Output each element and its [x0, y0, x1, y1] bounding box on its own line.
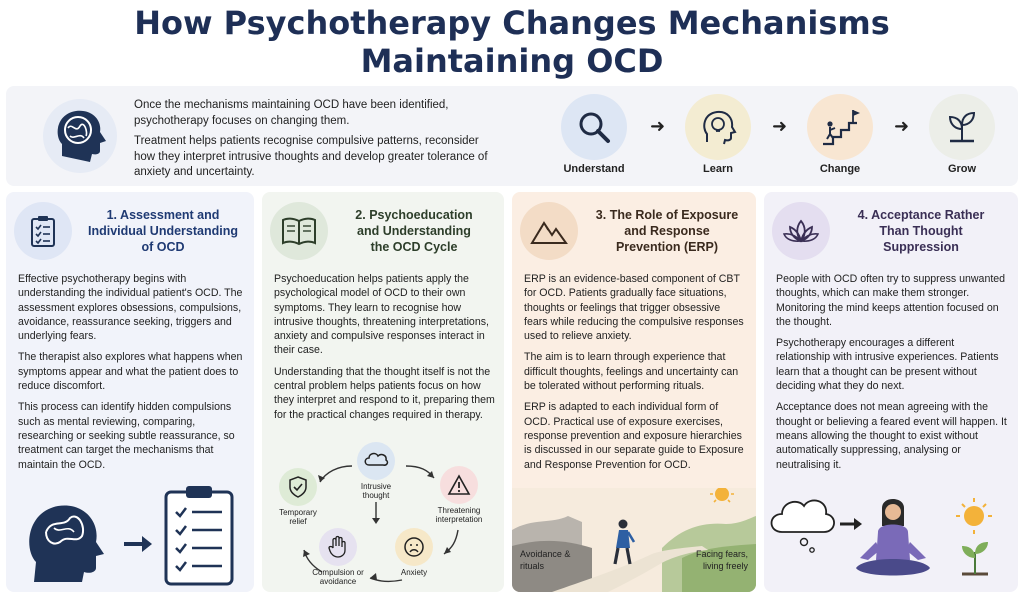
step-grow: [922, 94, 1002, 175]
checklist-icon: [166, 486, 232, 584]
step-understand: [554, 94, 634, 175]
page-title: [0, 4, 1024, 80]
hand-icon: [319, 528, 357, 566]
shield-check-icon: [279, 468, 317, 506]
cycle-node-compulsion: [302, 528, 374, 586]
arrow-right-icon: ➜: [894, 116, 910, 136]
sprout-icon: [929, 94, 995, 160]
stairs-flag-icon: [807, 94, 873, 160]
paragraph: ERP is an evidence-based component of CBT for OCD. Patients gradually face situations, thoughts or feelings that trigger obsessive fears while reducing the compulsive responses used to relieve anxiety.: [524, 273, 744, 343]
mountain-icon: [520, 202, 578, 260]
assessment-illustration: [24, 482, 244, 586]
step-learn: [678, 94, 758, 175]
lotus-icon: [772, 202, 830, 260]
arrow-right-icon: ➜: [650, 116, 666, 136]
paragraph: People with OCD often try to suppress unwanted thoughts, which can make them stronger. Monitoring the mind keeps attention focused on the thought.: [776, 273, 1006, 328]
title-line-2: Maintaining OCD: [360, 42, 664, 80]
panel-title: [334, 207, 494, 255]
cycle-node-intrusive: [350, 442, 402, 500]
brain-head-icon: [29, 505, 104, 582]
paragraph: Effective psychotherapy begins with understanding the individual patient's OCD. The assessment explores obsessions, compulsions, avoidance, reassurance seeking, triggers and underlying fears.: [18, 273, 243, 343]
title-line: and Understanding: [357, 224, 471, 238]
cycle-node-anxiety: [388, 528, 440, 577]
panel-title: [836, 207, 1006, 255]
panel-acceptance: [764, 192, 1018, 592]
panel-assessment: [6, 192, 254, 592]
erp-path-illustration: [512, 488, 756, 592]
panel-body: [274, 272, 496, 429]
title-line: of OCD: [141, 240, 185, 254]
step-label: Grow: [947, 163, 977, 175]
magnifier-icon: [561, 94, 627, 160]
sprout-icon: [962, 542, 988, 574]
title-line: 2. Psychoeducation: [355, 208, 473, 222]
panel-title: [78, 207, 248, 255]
paragraph: This process can identify hidden compulsions such as mental reviewing, comparing, researching or seeking subtle reassurance, so treatment can target the mechanisms that maintain the OCD.: [18, 401, 235, 471]
scene-label-facing-fears: Facing fears, living freely: [695, 549, 748, 571]
cycle-label: Temporary relief: [279, 508, 317, 526]
title-line: the OCD Cycle: [370, 240, 458, 254]
cycle-node-relief: [272, 468, 324, 526]
paragraph: Acceptance does not mean agreeing with the thought or believing a feared event will happen. It means allowing the thought to exist without automatically suppressing, analysing or neutralising it.: [776, 401, 1007, 471]
paragraph: The therapist also explores what happens when symptoms appear and what the patient does to reduce discomfort.: [18, 351, 243, 393]
paragraph: The aim is to learn through experience that difficult thoughts, feelings and uncertainty can be tolerated without performing rituals.: [524, 351, 739, 393]
thought-cloud-icon: [357, 442, 395, 480]
intro-paragraph-2: Treatment helps patients recognise compulsive patterns, reconsider how they interpret intrusive thoughts and develop greater tolerance of anxiety and uncertainty.: [134, 135, 488, 178]
cycle-label: Compulsion or avoidance: [312, 568, 364, 586]
title-line: Suppression: [883, 240, 959, 254]
title-line: Prevention (ERP): [615, 240, 719, 254]
cycle-node-threat: [426, 466, 492, 524]
paragraph: Psychoeducation helps patients apply the psychological model of OCD to their own symptoms. They learn to recognise how intrusive thoughts, threatening interpretations, anxiety and compulsive responses interact in their case.: [274, 273, 489, 357]
cycle-label: Intrusive thought: [360, 482, 392, 500]
intro-section: [6, 86, 1018, 186]
arrow-right-icon: ➜: [772, 116, 788, 136]
panel-erp: [512, 192, 756, 592]
panel-psychoeducation: [262, 192, 504, 592]
arrow-right-icon: [840, 518, 862, 530]
lightbulb-head-icon: [685, 94, 751, 160]
title-line: and Response: [624, 224, 710, 238]
paragraph: Psychotherapy encourages a different relationship with intrusive experiences. Patients learn that a thought can be present without deciding what they do next.: [776, 337, 999, 393]
warning-icon: [440, 466, 478, 504]
cycle-label: Threatening interpretation: [435, 506, 483, 524]
step-label: Understand: [563, 163, 625, 175]
process-steps: [554, 94, 1014, 184]
step-label: Change: [819, 163, 861, 175]
brain-head-icon: [40, 96, 120, 176]
paragraph: Understanding that the thought itself is not the central problem helps patients focus on how they interpret and respond to it, preparing them for the practical changes required in therapy.: [274, 365, 495, 421]
title-line: 3. The Role of Exposure: [595, 208, 739, 222]
scene-label-avoidance: Avoidance & rituals: [520, 549, 571, 571]
panel-body: [18, 272, 248, 479]
title-line: 4. Acceptance Rather: [857, 208, 985, 222]
anxious-face-icon: [395, 528, 433, 566]
title-line: Individual Understanding: [87, 224, 238, 238]
step-label: Learn: [703, 163, 733, 175]
acceptance-illustration: [764, 492, 1018, 590]
step-change: [800, 94, 880, 175]
paragraph: ERP is adapted to each individual form of OCD. Practical use of exposure exercises, response prevention and exposure hierarchies is discussed in our separate guide to Exposure and Response Prevention for OCD.: [524, 401, 744, 471]
intro-text: [134, 98, 494, 186]
intro-paragraph-1: Once the mechanisms maintaining OCD have been identified, psychotherapy focuses on changing them.: [134, 99, 449, 127]
panel-title: [584, 207, 750, 255]
title-line: Than Thought: [879, 224, 963, 238]
thought-cloud-icon: [772, 500, 835, 552]
sun-icon: [956, 498, 992, 534]
book-icon: [270, 202, 328, 260]
clipboard-icon: [14, 202, 72, 260]
panel-body: [524, 272, 746, 479]
panel-body: [776, 272, 1008, 479]
cycle-label: Anxiety: [400, 568, 428, 577]
title-line: 1. Assessment and: [106, 208, 220, 222]
meditating-person-icon: [856, 499, 930, 576]
arrow-right-icon: [124, 536, 152, 552]
title-line-1: How Psychotherapy Changes Mechanisms: [134, 4, 890, 42]
